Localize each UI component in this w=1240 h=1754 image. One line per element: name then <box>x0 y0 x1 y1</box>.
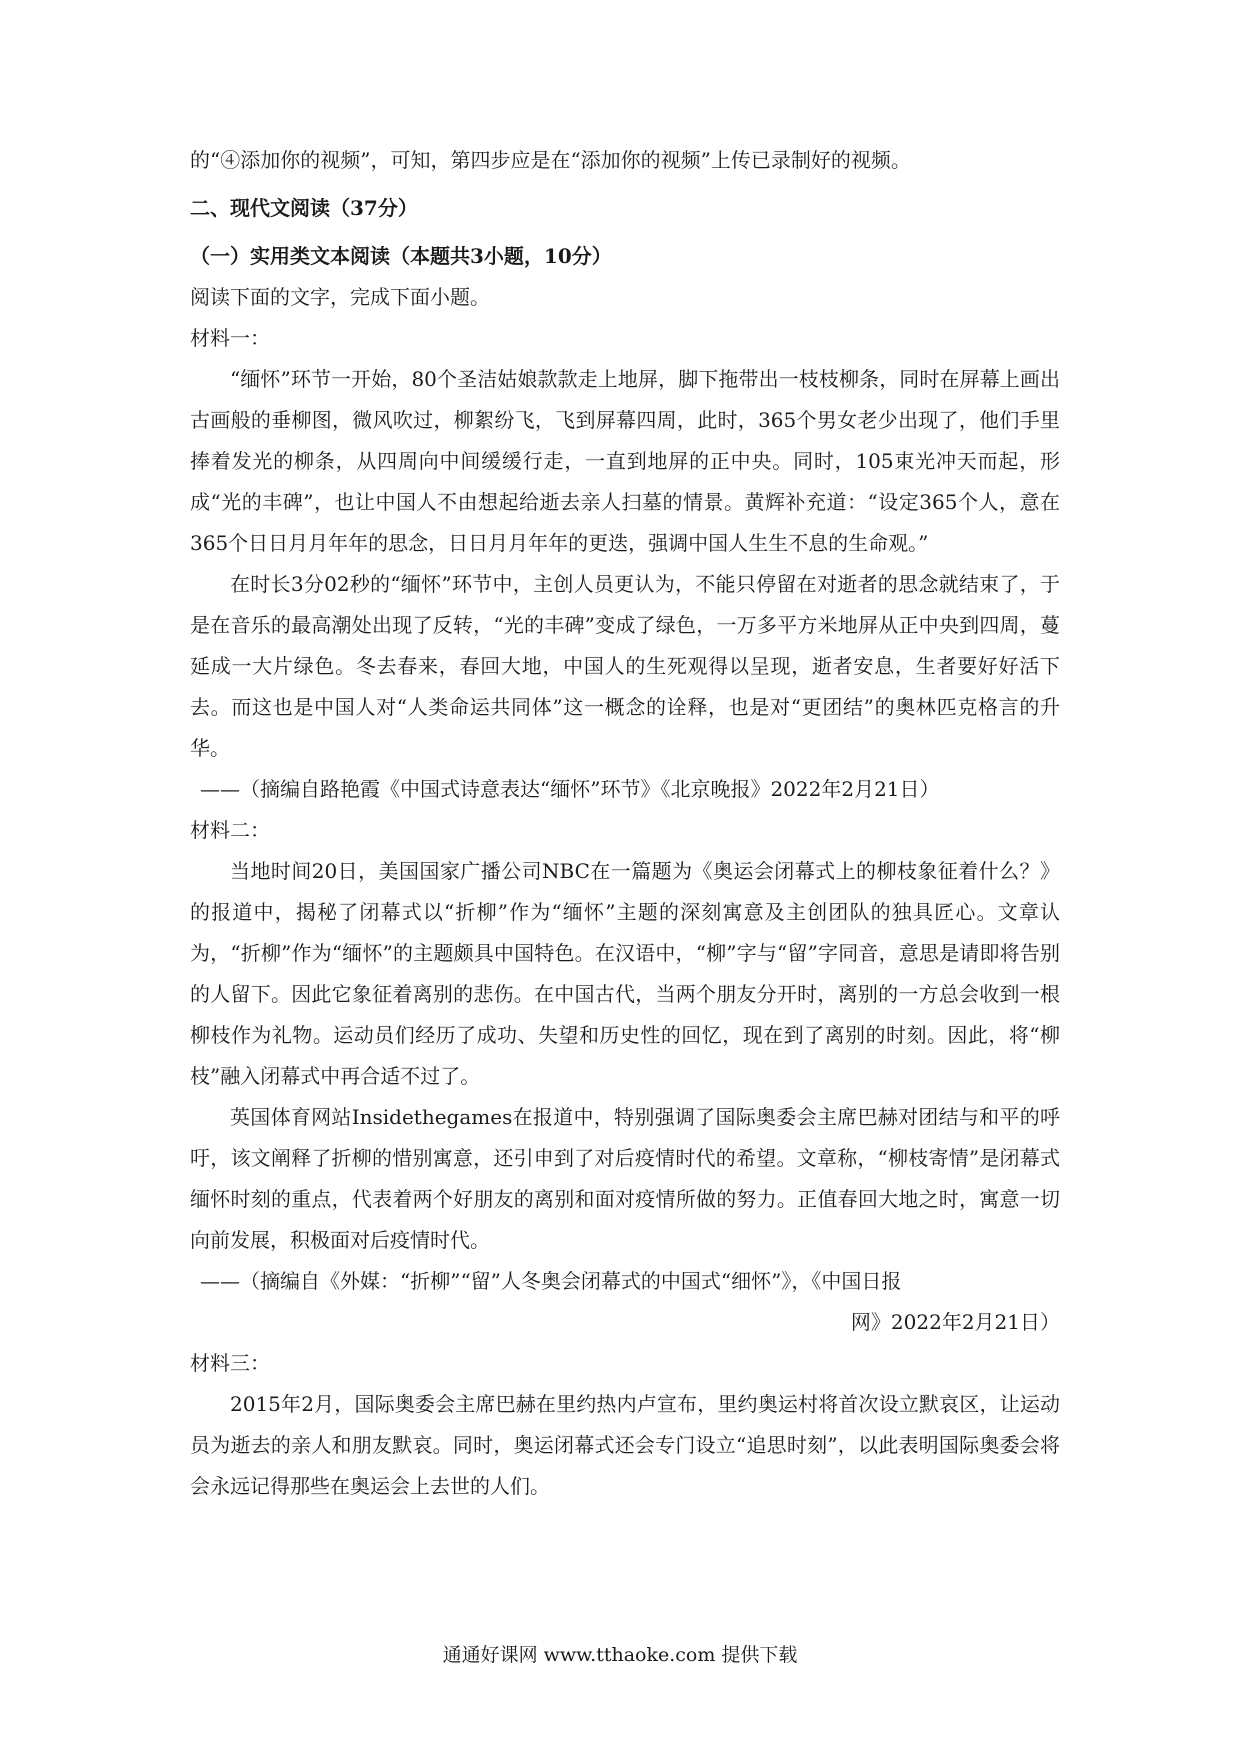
material-2-source-line-2: 网》2022年2月21日） <box>850 1310 1060 1334</box>
download-footer: 通通好课网 www.tthaoke.com 提供下载 <box>442 1644 798 1666</box>
material-2-source-line-1: ——（摘编自《外媒：“折柳”“留”人冬奥会闭幕式的中国式“细怀”》，《中国日报 <box>200 1269 902 1293</box>
material-3-label: 材料三： <box>190 1351 270 1375</box>
material-1-paragraph-2: 在时长3分02秒的“缅怀”环节中，主创人员更认为，不能只停留在对逝者的思念就结束了，于是在音乐的最高潮处出现了反转，“光的丰碑”变成了绿色，一万多平方米地屏从正中央到四周，蔓延成一大片绿色。冬去春来，春回大地，中国人的生死观得以呈现，逝者安息，生者要好好活下去。而这也是中国人对“人类命运共同体”这一概念的诠释，也是对“更团结”的奥林匹克格言的升华。 <box>190 572 1060 760</box>
document-body <box>190 140 1060 1507</box>
subsection-heading: （一）实用类文本阅读（本题共3小题，10分） <box>190 244 612 268</box>
material-2-label: 材料二： <box>190 818 270 842</box>
material-3-paragraph-1: 2015年2月，国际奥委会主席巴赫在里约热内卢宣布，里约奥运村将首次设立默哀区，让运动员为逝去的亲人和朋友默哀。同时，奥运闭幕式还会专门设立“追思时刻”，以此表明国际奥委会将会永远记得那些在奥运会上去世的人们。 <box>190 1392 1060 1498</box>
material-1-label: 材料一： <box>190 326 270 350</box>
material-1-paragraph-1: “缅怀”环节一开始，80个圣洁姑娘款款走上地屏，脚下拖带出一枝枝柳条，同时在屏幕上画出古画般的垂柳图，微风吹过，柳絮纷飞，飞到屏幕四周，此时，365个男女老少出现了，他们手里捧着发光的柳条，从四周向中间缓缓行走，一直到地屏的正中央。同时，105束光冲天而起，形成“光的丰碑”，也让中国人不由想起给逝去亲人扫墓的情景。黄辉补充道：“设定365个人，意在365个日日月月年年的思念，日日月月年年的更迭，强调中国人生生不息的生命观。” <box>190 367 1060 555</box>
material-2-paragraph-1: 当地时间20日，美国国家广播公司NBC在一篇题为《奥运会闭幕式上的柳枝象征着什么？》的报道中，揭秘了闭幕式以“折柳”作为“缅怀”主题的深刻寓意及主创团队的独具匠心。文章认为，“折柳”作为“缅怀”的主题颇具中国特色。在汉语中，“柳”字与“留”字同音，意思是请即将告别的人留下。因此它象征着离别的悲伤。在中国古代，当两个朋友分开时，离别的一方总会收到一根柳枝作为礼物。运动员们经历了成功、失望和历史性的回忆，现在到了离别的时刻。因此，将“柳枝”融入闭幕式中再合适不过了。 <box>190 859 1060 1088</box>
material-2-paragraph-2: 英国体育网站Insidethegames在报道中，特别强调了国际奥委会主席巴赫对团结与和平的呼吁，该文阐释了折柳的惜别寓意，还引申到了对后疫情时代的希望。文章称，“柳枝寄情”是闭幕式缅怀时刻的重点，代表着两个好朋友的离别和面对疫情所做的努力。正值春回大地之时，寓意一切向前发展，积极面对后疫情时代。 <box>190 1105 1060 1252</box>
material-1-source: ——（摘编自路艳霞《中国式诗意表达“缅怀”环节》《北京晚报》2022年2月21日） <box>200 777 940 801</box>
section-heading: 二、现代文阅读（37分） <box>190 196 418 220</box>
intro-line: 的“④添加你的视频”，可知，第四步应是在“添加你的视频”上传已录制好的视频。 <box>190 148 911 172</box>
instruction-text: 阅读下面的文字，完成下面小题。 <box>190 285 490 309</box>
